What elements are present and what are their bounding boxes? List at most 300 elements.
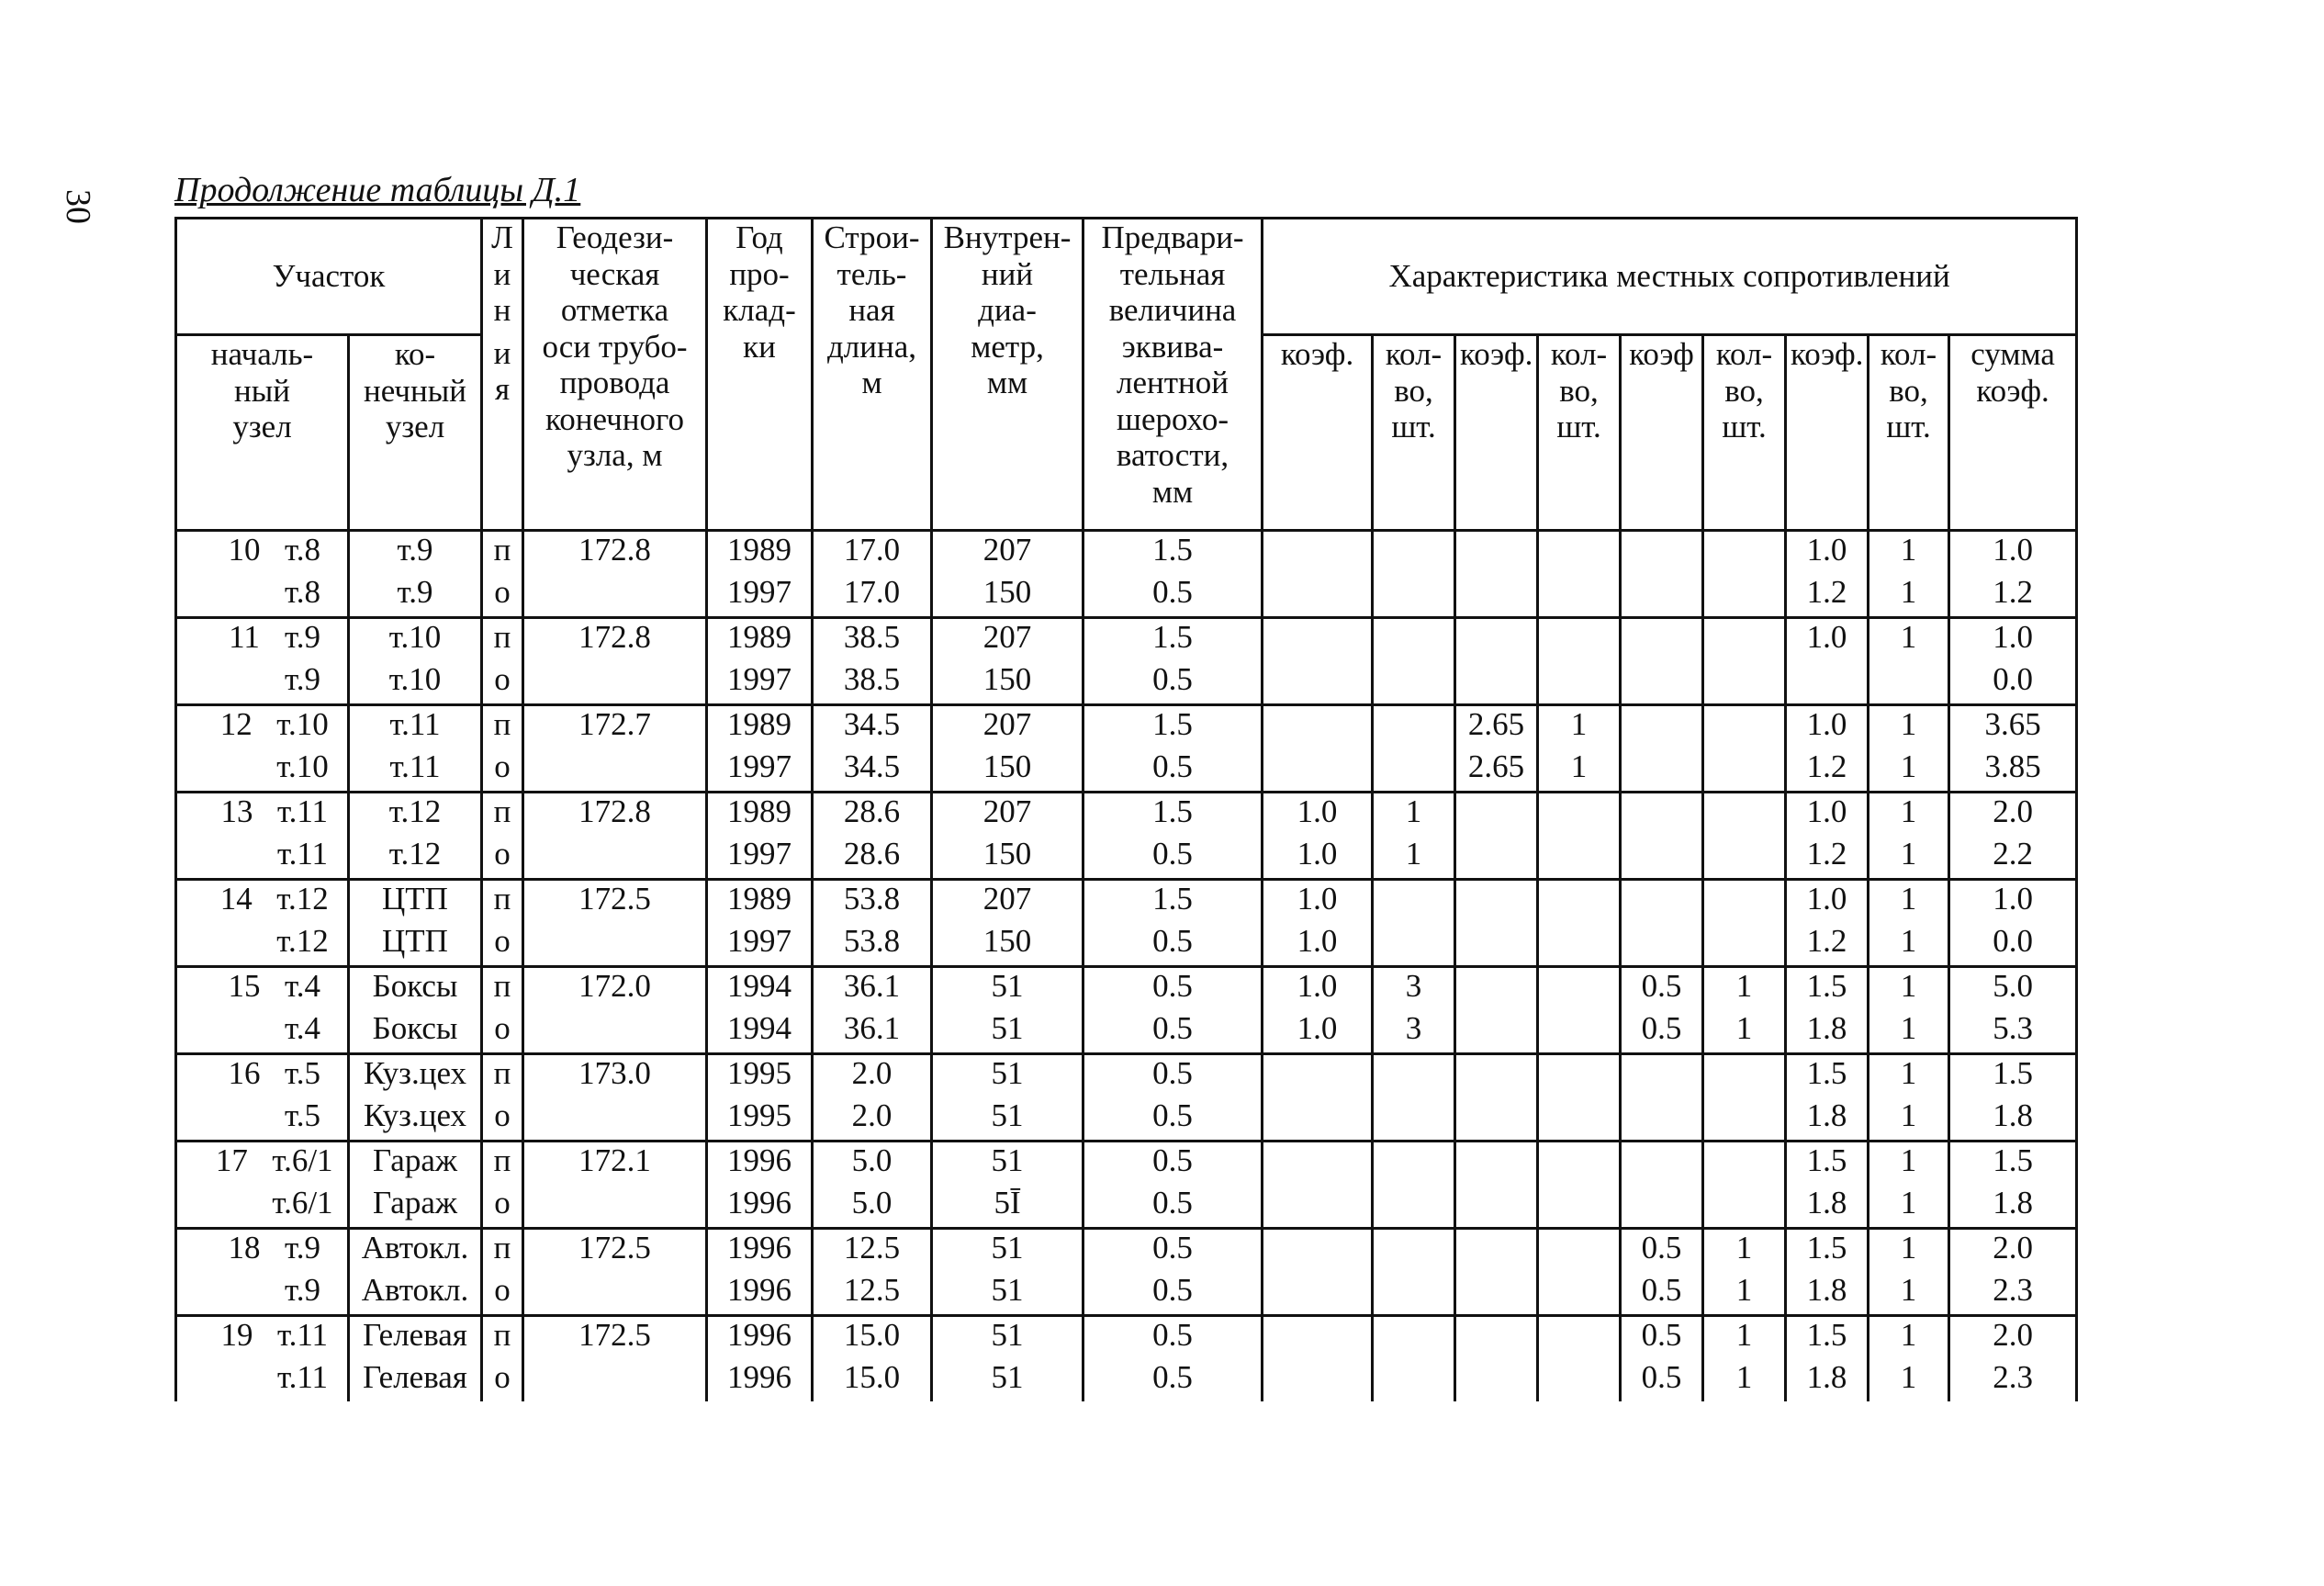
diameter-cell: 51 (932, 1229, 1083, 1273)
length-cell: 38.5 (813, 618, 932, 662)
count-3-cell (1703, 1097, 1786, 1142)
end-node-cell: т.9 (349, 531, 482, 575)
diameter-cell: 207 (932, 531, 1083, 575)
line-type-cell: п (482, 1316, 523, 1360)
count-1-cell (1373, 574, 1455, 618)
length-cell: 53.8 (813, 880, 932, 924)
coef-sum-cell: 1.0 (1949, 880, 2077, 924)
count-4-cell: 1 (1869, 1010, 1949, 1054)
count-1-cell: 3 (1373, 1010, 1455, 1054)
roughness-cell: 1.5 (1083, 793, 1263, 837)
coef-1-cell (1263, 1272, 1373, 1316)
elevation-cell (523, 1097, 707, 1142)
coef-sum-cell: 1.8 (1949, 1185, 2077, 1229)
header-sherokh: Предвари- тельная величина эквива- лентной шерохо- ватости, мм (1083, 219, 1263, 531)
count-1-cell (1373, 618, 1455, 662)
count-3-cell (1703, 923, 1786, 967)
end-node-cell: т.9 (349, 574, 482, 618)
count-4-cell: 1 (1869, 1229, 1949, 1273)
coef-4-cell (1786, 661, 1869, 705)
coef-4-cell: 1.8 (1786, 1272, 1869, 1316)
coef-3-cell: 0.5 (1621, 1010, 1703, 1054)
roughness-cell: 0.5 (1083, 836, 1263, 880)
table-row (176, 880, 2077, 924)
elevation-cell (523, 1359, 707, 1401)
table-row (176, 1229, 2077, 1273)
coef-4-cell: 1.5 (1786, 1316, 1869, 1360)
coef-2-cell (1455, 1054, 1538, 1098)
coef-sum-cell: 1.0 (1949, 618, 2077, 662)
header-kolvo-2: кол- во, шт. (1538, 335, 1621, 531)
end-node-cell: т.10 (349, 661, 482, 705)
table-row (176, 793, 2077, 837)
count-3-cell (1703, 618, 1786, 662)
line-type-cell: о (482, 836, 523, 880)
count-1-cell (1373, 705, 1455, 749)
start-node-value: т.5 (285, 1097, 320, 1133)
coef-4-cell: 1.0 (1786, 880, 1869, 924)
coef-2-cell (1455, 1010, 1538, 1054)
header-koef-3: коэф (1621, 335, 1703, 531)
count-3-cell: 1 (1703, 967, 1786, 1011)
coef-2-cell (1455, 1359, 1538, 1401)
diameter-cell: 5Ī (932, 1185, 1083, 1229)
count-2-cell (1538, 1359, 1621, 1401)
line-type-cell: о (482, 1010, 523, 1054)
elevation-cell (523, 1272, 707, 1316)
count-3-cell: 1 (1703, 1359, 1786, 1401)
coef-1-cell: 1.0 (1263, 880, 1373, 924)
diameter-cell: 207 (932, 793, 1083, 837)
start-node-cell (176, 1010, 349, 1054)
table-row (176, 618, 2077, 662)
diameter-cell: 51 (932, 967, 1083, 1011)
count-2-cell (1538, 923, 1621, 967)
table-row (176, 1272, 2077, 1316)
coef-3-cell (1621, 1185, 1703, 1229)
year-cell: 1989 (707, 618, 813, 662)
count-4-cell: 1 (1869, 1272, 1949, 1316)
coef-sum-cell: 0.0 (1949, 661, 2077, 705)
count-4-cell: 1 (1869, 705, 1949, 749)
roughness-cell: 1.5 (1083, 880, 1263, 924)
elevation-cell (523, 661, 707, 705)
start-node-cell (176, 923, 349, 967)
length-cell: 34.5 (813, 705, 932, 749)
coef-4-cell: 1.5 (1786, 1054, 1869, 1098)
coef-sum-cell: 2.3 (1949, 1272, 2077, 1316)
count-3-cell (1703, 880, 1786, 924)
coef-2-cell (1455, 967, 1538, 1011)
diameter-cell: 150 (932, 574, 1083, 618)
coef-2-cell (1455, 574, 1538, 618)
coef-3-cell (1621, 748, 1703, 793)
length-cell: 17.0 (813, 531, 932, 575)
year-cell: 1989 (707, 880, 813, 924)
table-body (176, 531, 2077, 1402)
elevation-cell: 172.1 (523, 1142, 707, 1186)
table-row (176, 1359, 2077, 1401)
section-number: 19 (220, 1317, 253, 1353)
coef-2-cell: 2.65 (1455, 705, 1538, 749)
count-4-cell: 1 (1869, 618, 1949, 662)
count-2-cell (1538, 1272, 1621, 1316)
coef-3-cell (1621, 923, 1703, 967)
coef-1-cell: 1.0 (1263, 836, 1373, 880)
count-1-cell (1373, 1272, 1455, 1316)
coef-sum-cell: 1.5 (1949, 1054, 2077, 1098)
length-cell: 28.6 (813, 836, 932, 880)
start-node-value: т.10 (276, 748, 329, 784)
line-type-cell: п (482, 967, 523, 1011)
elevation-cell: 172.8 (523, 793, 707, 837)
resistance-table (174, 217, 2078, 1401)
coef-sum-cell: 1.2 (1949, 574, 2077, 618)
elevation-cell: 172.8 (523, 531, 707, 575)
coef-2-cell (1455, 1272, 1538, 1316)
count-3-cell: 1 (1703, 1272, 1786, 1316)
coef-sum-cell: 3.65 (1949, 705, 2077, 749)
year-cell: 1994 (707, 1010, 813, 1054)
section-number: 13 (220, 793, 253, 829)
length-cell: 5.0 (813, 1185, 932, 1229)
coef-4-cell: 1.5 (1786, 1142, 1869, 1186)
table-row (176, 1097, 2077, 1142)
diameter-cell: 207 (932, 618, 1083, 662)
year-cell: 1997 (707, 661, 813, 705)
header-kolvo-1: кол- во, шт. (1373, 335, 1455, 531)
section-number: 18 (228, 1230, 261, 1265)
coef-1-cell: 1.0 (1263, 967, 1373, 1011)
count-2-cell (1538, 1054, 1621, 1098)
line-type-cell: о (482, 1359, 523, 1401)
start-node-cell (176, 1316, 349, 1360)
end-node-cell: Боксы (349, 967, 482, 1011)
diameter-cell: 150 (932, 748, 1083, 793)
length-cell: 15.0 (813, 1316, 932, 1360)
roughness-cell: 0.5 (1083, 1097, 1263, 1142)
count-1-cell (1373, 1185, 1455, 1229)
diameter-cell: 150 (932, 836, 1083, 880)
coef-4-cell: 1.2 (1786, 923, 1869, 967)
count-4-cell: 1 (1869, 836, 1949, 880)
section-number: 14 (219, 881, 253, 917)
coef-3-cell (1621, 705, 1703, 749)
count-2-cell (1538, 1229, 1621, 1273)
count-2-cell: 1 (1538, 748, 1621, 793)
diameter-cell: 51 (932, 1142, 1083, 1186)
end-node-cell: Автокл. (349, 1229, 482, 1273)
start-node-value: т.9 (285, 1272, 320, 1308)
coef-2-cell (1455, 1229, 1538, 1273)
count-4-cell: 1 (1869, 1054, 1949, 1098)
coef-1-cell: 1.0 (1263, 923, 1373, 967)
header-harakt: Характеристика местных сопротивлений (1263, 219, 2077, 335)
count-1-cell (1373, 748, 1455, 793)
count-2-cell (1538, 1316, 1621, 1360)
diameter-cell: 51 (932, 1359, 1083, 1401)
count-4-cell: 1 (1869, 574, 1949, 618)
coef-2-cell (1455, 880, 1538, 924)
count-4-cell: 1 (1869, 923, 1949, 967)
elevation-cell (523, 748, 707, 793)
start-node-value: т.9 (285, 619, 320, 655)
section-number: 11 (229, 619, 260, 655)
coef-3-cell (1621, 836, 1703, 880)
line-type-cell: п (482, 1142, 523, 1186)
start-node-value: т.11 (276, 793, 329, 829)
line-type-cell: о (482, 661, 523, 705)
start-node-value: т.5 (285, 1055, 320, 1091)
line-type-cell: о (482, 574, 523, 618)
table-caption: Продолжение таблицы Д.1 (174, 171, 581, 209)
start-node-cell (176, 618, 349, 662)
length-cell: 36.1 (813, 1010, 932, 1054)
start-node-value: т.6/1 (272, 1142, 333, 1178)
end-node-cell: ЦТП (349, 880, 482, 924)
start-node-cell (176, 1359, 349, 1401)
coef-3-cell: 0.5 (1621, 967, 1703, 1011)
count-1-cell: 1 (1373, 836, 1455, 880)
end-node-cell: т.11 (349, 748, 482, 793)
count-2-cell (1538, 880, 1621, 924)
coef-2-cell (1455, 661, 1538, 705)
start-node-cell (176, 967, 349, 1011)
coef-4-cell: 1.5 (1786, 1229, 1869, 1273)
count-2-cell (1538, 574, 1621, 618)
count-1-cell (1373, 1359, 1455, 1401)
year-cell: 1989 (707, 705, 813, 749)
coef-4-cell: 1.2 (1786, 574, 1869, 618)
end-node-cell: Куз.цех (349, 1097, 482, 1142)
header-linia-top: Л и н (482, 219, 523, 335)
start-node-value: т.6/1 (272, 1185, 333, 1220)
coef-2-cell (1455, 1097, 1538, 1142)
elevation-cell: 172.5 (523, 1316, 707, 1360)
start-node-cell (176, 748, 349, 793)
diameter-cell: 150 (932, 661, 1083, 705)
count-3-cell: 1 (1703, 1229, 1786, 1273)
line-type-cell: о (482, 1097, 523, 1142)
coef-sum-cell: 2.0 (1949, 1316, 2077, 1360)
count-3-cell (1703, 793, 1786, 837)
coef-sum-cell: 1.0 (1949, 531, 2077, 575)
coef-1-cell (1263, 1097, 1373, 1142)
diameter-cell: 150 (932, 923, 1083, 967)
line-type-cell: п (482, 793, 523, 837)
count-3-cell (1703, 1142, 1786, 1186)
coef-sum-cell: 1.5 (1949, 1142, 2077, 1186)
year-cell: 1996 (707, 1316, 813, 1360)
count-3-cell (1703, 836, 1786, 880)
header-koef-2: коэф. (1455, 335, 1538, 531)
coef-3-cell (1621, 574, 1703, 618)
coef-sum-cell: 2.0 (1949, 793, 2077, 837)
end-node-cell: Автокл. (349, 1272, 482, 1316)
header-stroit: Строи- тель- ная длина, м (813, 219, 932, 531)
count-3-cell (1703, 531, 1786, 575)
count-2-cell (1538, 1097, 1621, 1142)
coef-3-cell (1621, 1142, 1703, 1186)
year-cell: 1996 (707, 1185, 813, 1229)
roughness-cell: 1.5 (1083, 618, 1263, 662)
end-node-cell: Боксы (349, 1010, 482, 1054)
count-1-cell (1373, 1316, 1455, 1360)
count-1-cell: 1 (1373, 793, 1455, 837)
coef-1-cell (1263, 1359, 1373, 1401)
start-node-value: т.8 (285, 574, 320, 610)
count-4-cell: 1 (1869, 967, 1949, 1011)
end-node-cell: т.12 (349, 836, 482, 880)
count-2-cell (1538, 661, 1621, 705)
coef-2-cell (1455, 1142, 1538, 1186)
count-1-cell (1373, 923, 1455, 967)
start-node-cell (176, 1142, 349, 1186)
line-type-cell: п (482, 531, 523, 575)
end-node-cell: ЦТП (349, 923, 482, 967)
coef-1-cell (1263, 1316, 1373, 1360)
start-node-cell (176, 1097, 349, 1142)
roughness-cell: 0.5 (1083, 661, 1263, 705)
year-cell: 1989 (707, 793, 813, 837)
table-row (176, 705, 2077, 749)
start-node-value: т.12 (276, 881, 329, 917)
start-node-cell (176, 836, 349, 880)
coef-3-cell: 0.5 (1621, 1272, 1703, 1316)
count-2-cell (1538, 618, 1621, 662)
table-row (176, 967, 2077, 1011)
line-type-cell: о (482, 1185, 523, 1229)
header-uchastok: Участок (176, 219, 482, 335)
year-cell: 1996 (707, 1142, 813, 1186)
table-row (176, 836, 2077, 880)
coef-3-cell: 0.5 (1621, 1229, 1703, 1273)
count-1-cell (1373, 1142, 1455, 1186)
coef-2-cell (1455, 836, 1538, 880)
year-cell: 1997 (707, 923, 813, 967)
header-nachalny: началь- ный узел (176, 335, 349, 531)
count-2-cell: 1 (1538, 705, 1621, 749)
start-node-cell (176, 574, 349, 618)
coef-4-cell: 1.0 (1786, 793, 1869, 837)
year-cell: 1994 (707, 967, 813, 1011)
start-node-cell (176, 531, 349, 575)
coef-4-cell: 1.8 (1786, 1185, 1869, 1229)
roughness-cell: 0.5 (1083, 1316, 1263, 1360)
coef-1-cell: 1.0 (1263, 793, 1373, 837)
coef-3-cell (1621, 1097, 1703, 1142)
start-node-cell (176, 1185, 349, 1229)
end-node-cell: Куз.цех (349, 1054, 482, 1098)
count-4-cell: 1 (1869, 1097, 1949, 1142)
coef-1-cell (1263, 618, 1373, 662)
table-row (176, 923, 2077, 967)
elevation-cell (523, 923, 707, 967)
coef-1-cell (1263, 1229, 1373, 1273)
start-node-value: т.11 (276, 1359, 329, 1395)
coef-1-cell (1263, 1185, 1373, 1229)
count-4-cell (1869, 661, 1949, 705)
start-node-value: т.11 (276, 1317, 329, 1353)
coef-3-cell (1621, 1054, 1703, 1098)
roughness-cell: 0.5 (1083, 967, 1263, 1011)
coef-2-cell (1455, 618, 1538, 662)
length-cell: 2.0 (813, 1097, 932, 1142)
line-type-cell: п (482, 705, 523, 749)
count-4-cell: 1 (1869, 880, 1949, 924)
elevation-cell (523, 574, 707, 618)
line-type-cell: п (482, 1229, 523, 1273)
start-node-value: т.4 (285, 1010, 320, 1046)
header-konechny: ко- нечный узел (349, 335, 482, 531)
year-cell: 1995 (707, 1097, 813, 1142)
length-cell: 12.5 (813, 1229, 932, 1273)
diameter-cell: 51 (932, 1054, 1083, 1098)
section-number: 12 (219, 706, 253, 742)
elevation-cell (523, 1185, 707, 1229)
year-cell: 1997 (707, 836, 813, 880)
table-row (176, 574, 2077, 618)
year-cell: 1996 (707, 1359, 813, 1401)
coef-4-cell: 1.0 (1786, 705, 1869, 749)
coef-sum-cell: 5.0 (1949, 967, 2077, 1011)
end-node-cell: Гелевая (349, 1316, 482, 1360)
length-cell: 12.5 (813, 1272, 932, 1316)
coef-sum-cell: 1.8 (1949, 1097, 2077, 1142)
coef-sum-cell: 3.85 (1949, 748, 2077, 793)
coef-sum-cell: 2.0 (1949, 1229, 2077, 1273)
coef-4-cell: 1.5 (1786, 967, 1869, 1011)
coef-3-cell (1621, 880, 1703, 924)
length-cell: 36.1 (813, 967, 932, 1011)
coef-1-cell (1263, 531, 1373, 575)
coef-sum-cell: 5.3 (1949, 1010, 2077, 1054)
count-3-cell: 1 (1703, 1010, 1786, 1054)
count-4-cell: 1 (1869, 748, 1949, 793)
count-1-cell (1373, 661, 1455, 705)
coef-2-cell (1455, 531, 1538, 575)
coef-3-cell: 0.5 (1621, 1316, 1703, 1360)
elevation-cell: 173.0 (523, 1054, 707, 1098)
count-2-cell (1538, 836, 1621, 880)
count-1-cell (1373, 1097, 1455, 1142)
section-number: 10 (228, 532, 261, 568)
table-row (176, 1010, 2077, 1054)
length-cell: 28.6 (813, 793, 932, 837)
coef-2-cell (1455, 923, 1538, 967)
coef-2-cell (1455, 1316, 1538, 1360)
year-cell: 1995 (707, 1054, 813, 1098)
length-cell: 38.5 (813, 661, 932, 705)
roughness-cell: 0.5 (1083, 1229, 1263, 1273)
count-3-cell: 1 (1703, 1316, 1786, 1360)
elevation-cell: 172.5 (523, 880, 707, 924)
elevation-cell (523, 1010, 707, 1054)
coef-3-cell (1621, 618, 1703, 662)
coef-1-cell (1263, 1142, 1373, 1186)
header-god: Год про- клад- ки (707, 219, 813, 531)
roughness-cell: 0.5 (1083, 1054, 1263, 1098)
count-2-cell (1538, 531, 1621, 575)
count-3-cell (1703, 574, 1786, 618)
end-node-cell: т.10 (349, 618, 482, 662)
roughness-cell: 0.5 (1083, 1359, 1263, 1401)
start-node-value: т.9 (285, 1230, 320, 1265)
coef-sum-cell: 2.2 (1949, 836, 2077, 880)
start-node-cell (176, 880, 349, 924)
year-cell: 1996 (707, 1272, 813, 1316)
count-3-cell (1703, 705, 1786, 749)
